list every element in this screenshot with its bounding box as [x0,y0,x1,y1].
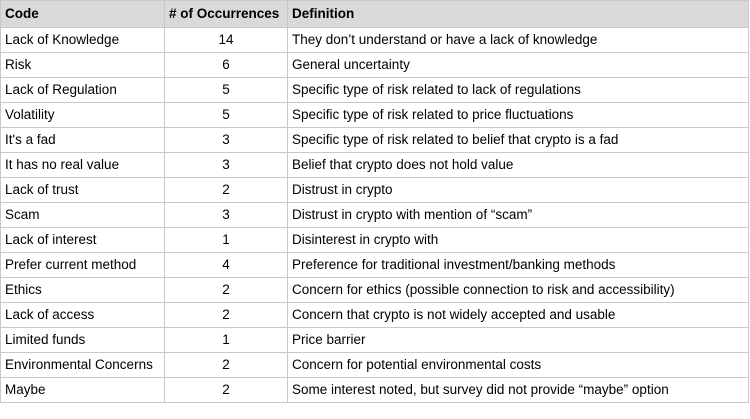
cell-code: Lack of access [1,303,165,328]
table-row [1,278,749,303]
cell-occurrences: 5 [165,78,288,103]
table-body [1,28,749,403]
table-header [1,1,749,28]
cell-code: Lack of Regulation [1,78,165,103]
cell-definition: Distrust in crypto with mention of “scam” [288,203,749,228]
cell-occurrences: 1 [165,328,288,353]
cell-code: Lack of interest [1,228,165,253]
cell-code: Volatility [1,103,165,128]
cell-definition: Concern that crypto is not widely accepted and usable [288,303,749,328]
cell-definition: General uncertainty [288,53,749,78]
cell-code: Risk [1,53,165,78]
header-code: Code [1,1,165,28]
cell-occurrences: 6 [165,53,288,78]
cell-occurrences: 2 [165,178,288,203]
cell-occurrences: 4 [165,253,288,278]
cell-code: It has no real value [1,153,165,178]
table-row [1,153,749,178]
cell-occurrences: 3 [165,128,288,153]
table-row [1,378,749,403]
cell-definition: Specific type of risk related to lack of regulations [288,78,749,103]
header-occurrences: # of Occurrences [165,1,288,28]
cell-occurrences: 14 [165,28,288,53]
cell-occurrences: 3 [165,203,288,228]
table-row [1,178,749,203]
table-row [1,128,749,153]
table-row [1,328,749,353]
cell-code: Environmental Concerns [1,353,165,378]
table-row [1,253,749,278]
cell-occurrences: 2 [165,278,288,303]
table-row [1,78,749,103]
cell-code: Prefer current method [1,253,165,278]
cell-code: It's a fad [1,128,165,153]
cell-definition: Concern for potential environmental costs [288,353,749,378]
cell-definition: Disinterest in crypto with [288,228,749,253]
table-row [1,353,749,378]
cell-occurrences: 1 [165,228,288,253]
cell-code: Maybe [1,378,165,403]
cell-code: Limited funds [1,328,165,353]
cell-definition: Price barrier [288,328,749,353]
cell-code: Scam [1,203,165,228]
cell-definition: Specific type of risk related to belief that crypto is a fad [288,128,749,153]
header-definition: Definition [288,1,749,28]
cell-code: Lack of Knowledge [1,28,165,53]
cell-definition: Specific type of risk related to price fluctuations [288,103,749,128]
table-row [1,303,749,328]
table-row [1,228,749,253]
cell-occurrences: 2 [165,378,288,403]
cell-definition: Belief that crypto does not hold value [288,153,749,178]
table-row [1,103,749,128]
cell-definition: Preference for traditional investment/banking methods [288,253,749,278]
table-row [1,203,749,228]
cell-code: Ethics [1,278,165,303]
table-row [1,53,749,78]
cell-occurrences: 2 [165,353,288,378]
cell-definition: Some interest noted, but survey did not provide “maybe” option [288,378,749,403]
table-row [1,28,749,53]
cell-definition: Concern for ethics (possible connection to risk and accessibility) [288,278,749,303]
cell-occurrences: 5 [165,103,288,128]
cell-definition: They don’t understand or have a lack of knowledge [288,28,749,53]
header-row [1,1,749,28]
cell-definition: Distrust in crypto [288,178,749,203]
cell-occurrences: 3 [165,153,288,178]
cell-code: Lack of trust [1,178,165,203]
cell-occurrences: 2 [165,303,288,328]
